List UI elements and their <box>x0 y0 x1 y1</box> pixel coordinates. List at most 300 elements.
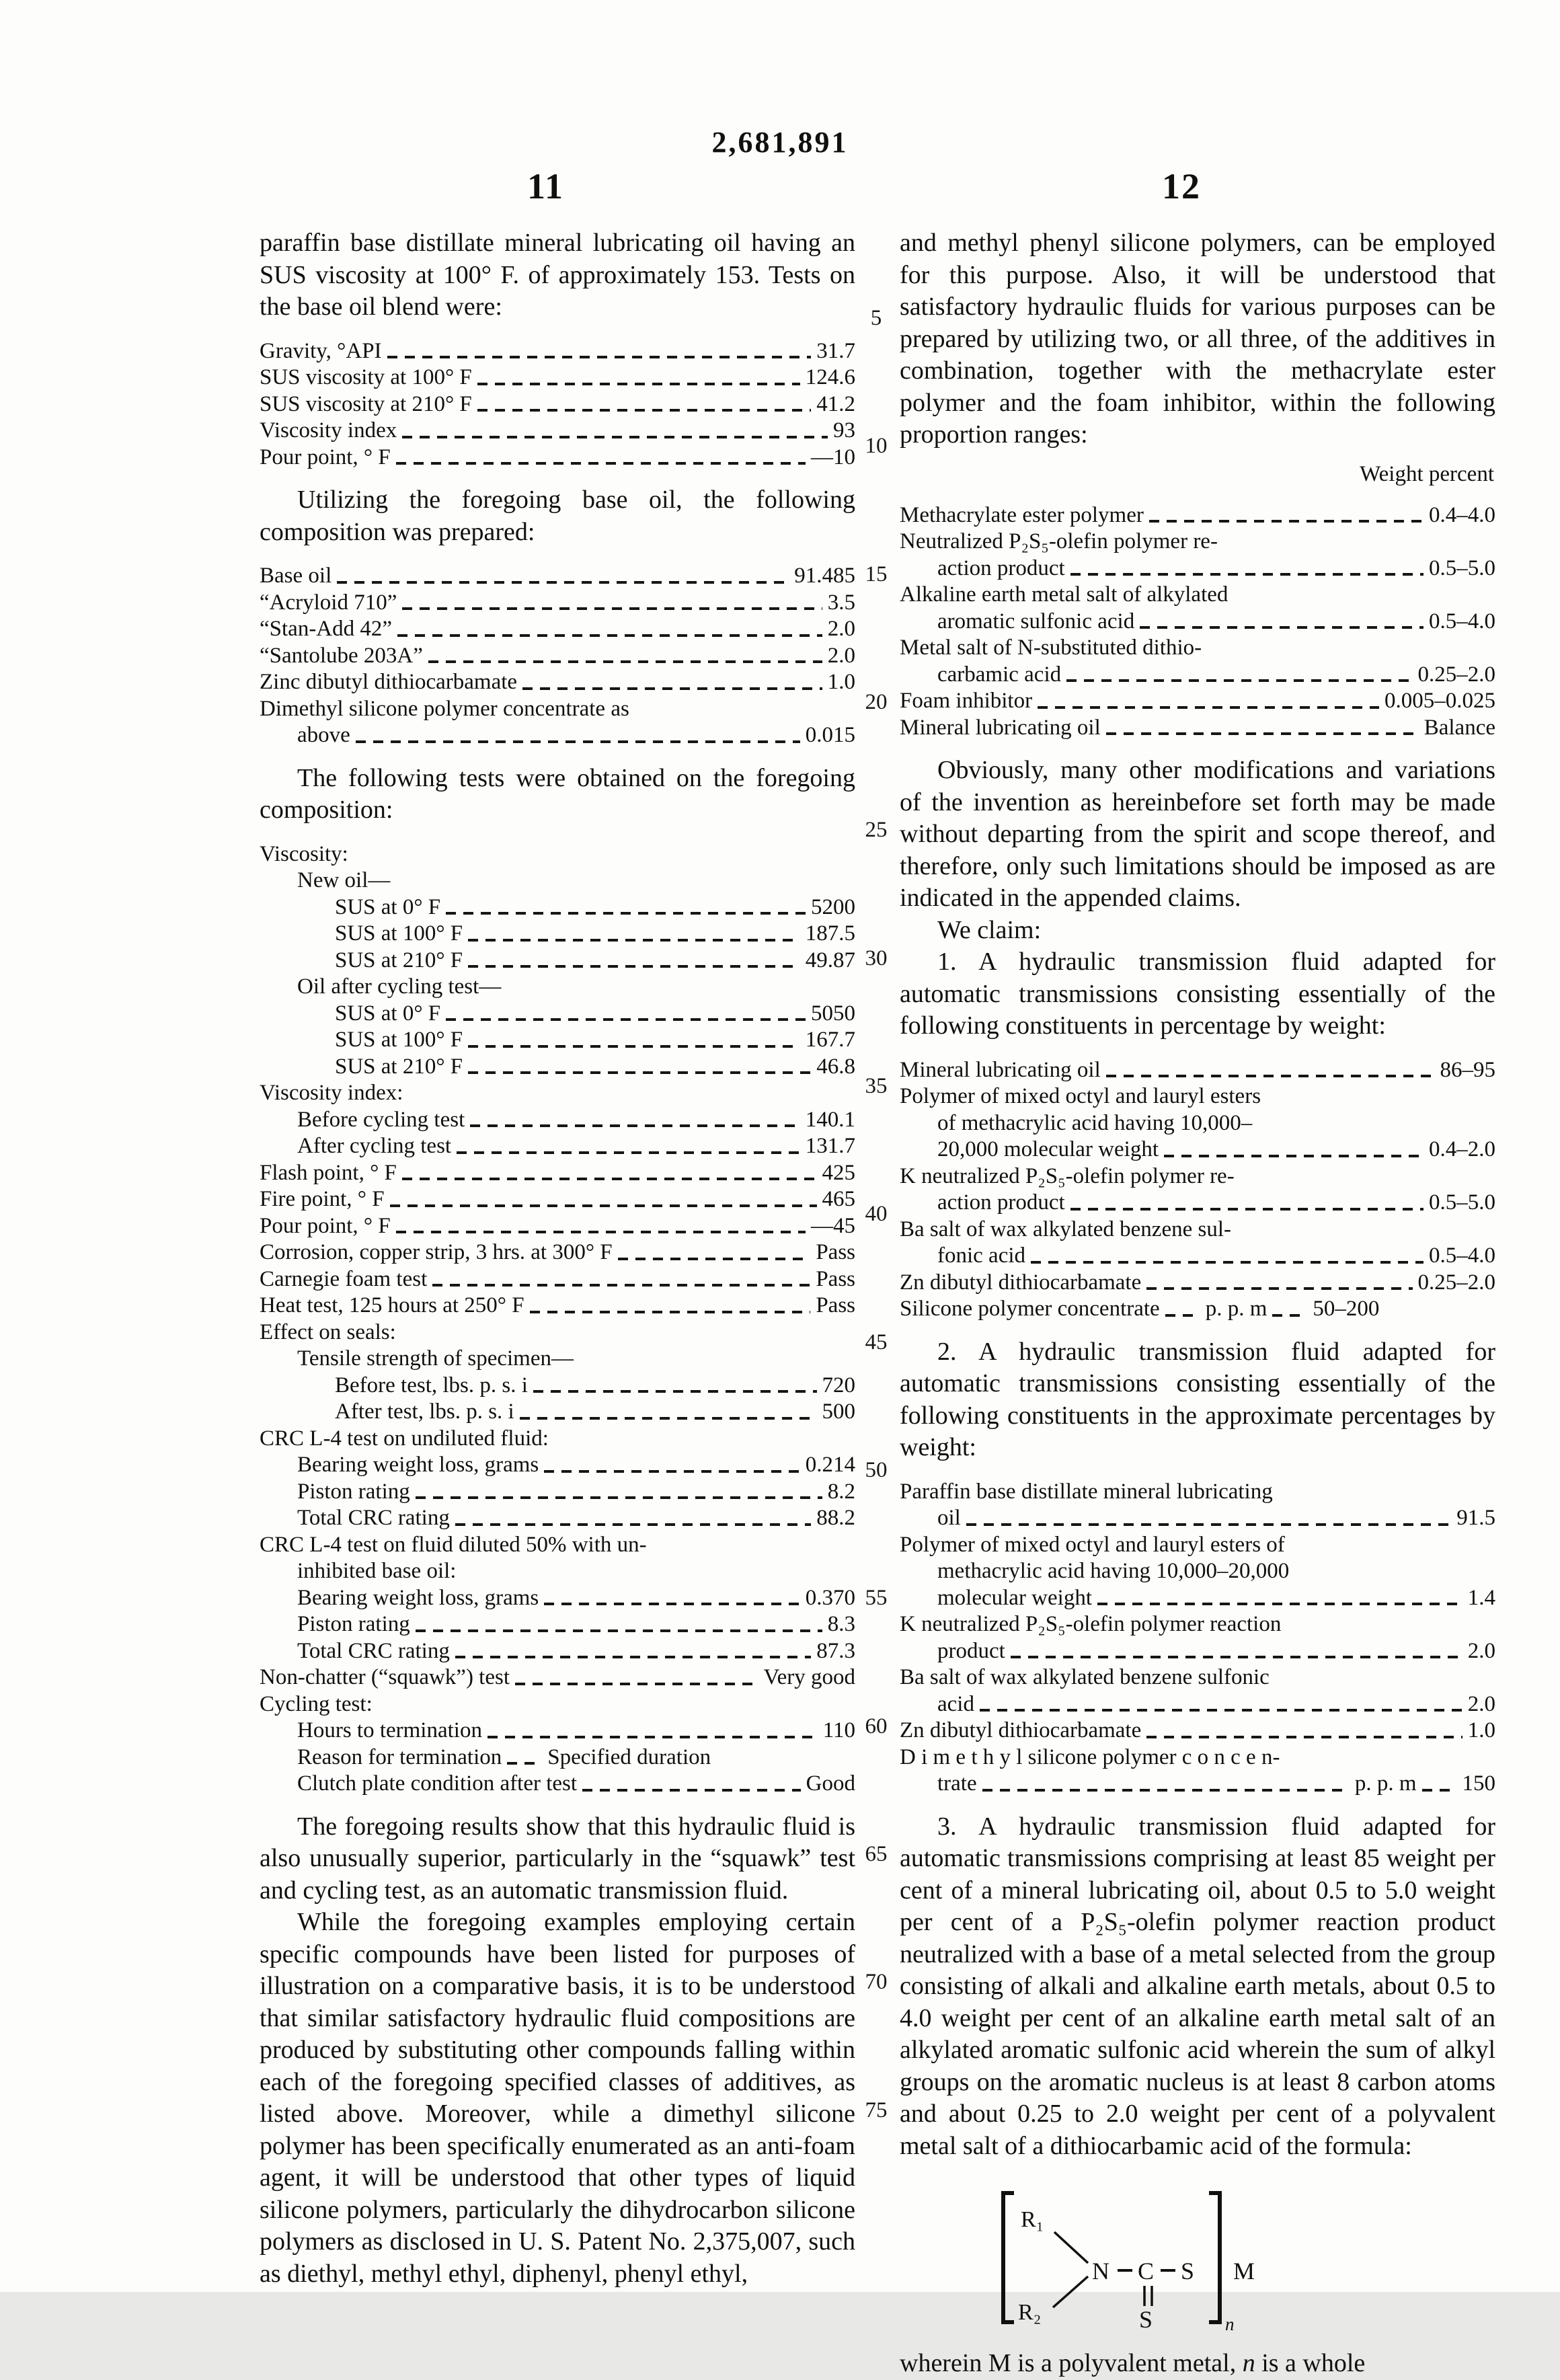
claim-3-text: 3. A hydraulic transmission fluid adapted for automatic transmissions comprising at least 85 weight per cent of a mineral lubricating oil, about 0.5 to 5.0 weight per cent of a P₂S₅-olefin polymer reaction product neutralized with a base of a metal selected from the group consisting of alkali and alkaline earth metals, about 0.5 to 4.0 weight per cent of an alkaline earth metal salt of an alkylated aromatic sulfonic acid wherein the sum of alkyl groups on the aromatic nucleus is at least 8 carbon atoms and about 0.25 to 2.0 weight per cent of a polyvalent metal salt of a dithiocarbamic acid of the formula: <box>900 1812 1495 2160</box>
row-label: Foam inhibitor <box>900 689 1033 713</box>
table-row <box>900 1585 1495 1612</box>
dash-leader <box>468 1045 800 1048</box>
table-row <box>260 590 855 617</box>
row-value: 3.5 <box>827 590 855 615</box>
table-row <box>260 1001 855 1028</box>
row-label: Piston rating <box>297 1479 410 1504</box>
row-label: Before cycling test <box>297 1107 465 1132</box>
section-heading: Tensile strength of specimen— <box>297 1346 574 1371</box>
dash-leader <box>544 1470 800 1473</box>
row-label: acid <box>937 1691 974 1716</box>
left-bracket <box>1003 2193 1014 2322</box>
paragraph: Utilizing the foregoing base oil, the following composition was prepared: <box>260 486 855 546</box>
table-row <box>260 1479 855 1506</box>
line-number: 55 <box>865 1586 888 1610</box>
table-row <box>260 1160 855 1187</box>
dash-leader <box>1106 732 1419 735</box>
composition-table <box>260 563 855 749</box>
line-number: 20 <box>865 690 888 714</box>
dash-leader <box>522 687 822 690</box>
paragraph: The foregoing results show that this hydraulic fluid is also unusually superior, particularly in the “squawk” test and cycling test, as an automatic transmission fluid. <box>260 1812 855 1905</box>
line-number: 75 <box>865 2098 888 2122</box>
table-row <box>260 894 855 921</box>
claim-1-table <box>900 1057 1495 1323</box>
row-label-wrapped: Neutralized P₂S₅-olefin polymer re- <box>900 529 1218 553</box>
line-number: 25 <box>865 818 888 842</box>
paragraph: and methyl phenyl silicone polymers, can be employed for this purpose. Also, it will be understood that satisfactory hydraulic fluids for various purposes can be prepared by utilizing two, or all three, of the additives in combination, together with the methacrylate ester polymer and the foam inhibitor, within the following proportion ranges: <box>900 229 1495 449</box>
row-label-wrapped: of methacrylic acid having 10,000– <box>937 1110 1253 1135</box>
line-number: 70 <box>865 1970 888 1994</box>
row-label: Reason for termination <box>297 1744 502 1769</box>
table-row <box>900 1771 1495 1798</box>
wherein-pre: wherein M is a polyvalent metal, <box>900 2349 1243 2377</box>
row-value: Specified duration <box>547 1744 711 1769</box>
row-label-wrapped: Paraffin base distillate mineral lubricating <box>900 1479 1273 1504</box>
claim-2-intro: 2. A hydraulic transmission fluid adapted for automatic transmissions consisting essentially of the following constituents in the approximate percentages by weight: <box>900 1337 1495 1461</box>
dash-leader <box>396 1231 806 1233</box>
row-label: fonic acid <box>937 1243 1026 1268</box>
row-value: 150 <box>1462 1771 1495 1796</box>
row-value: 88.2 <box>816 1506 855 1530</box>
table-row <box>260 1293 855 1319</box>
paragraph: paraffin base distillate mineral lubricating oil having an SUS viscosity at 100° F. of approximately 153. Tests on the base oil blend were: <box>260 229 855 321</box>
dash-leader <box>390 1204 817 1207</box>
row-label: Mineral lubricating oil <box>900 1057 1101 1082</box>
wherein-n-italic: n <box>1242 2349 1255 2377</box>
substituent-r1: R₁ <box>1021 2207 1044 2232</box>
row-value: 124.6 <box>805 365 855 389</box>
dash-leader <box>1038 706 1379 709</box>
row-value: 46.8 <box>816 1054 855 1079</box>
section-heading: Effect on seals: <box>260 1319 396 1344</box>
dash-leader <box>455 1656 811 1658</box>
nitrogen-atom: N <box>1092 2258 1109 2285</box>
dithiocarbamate-formula <box>987 2182 1495 2337</box>
table-row <box>260 1452 855 1479</box>
column-number-left: 11 <box>527 166 565 206</box>
claim-1-intro: 1. A hydraulic transmission fluid adapted for automatic transmissions consisting essentially of the following constituents in percentage by weight: <box>900 948 1495 1040</box>
row-value: 0.214 <box>805 1453 855 1477</box>
row-value: 2.0 <box>1467 1691 1495 1716</box>
row-label: SUS at 210° F <box>335 1054 463 1079</box>
row-label-wrapped: D i m e t h y l silicone polymer c o n c e n- <box>900 1744 1280 1769</box>
row-label: After cycling test <box>297 1134 452 1158</box>
row-label-wrapped: Polymer of mixed octyl and lauryl esters <box>900 1084 1261 1108</box>
table-row <box>260 1266 855 1293</box>
row-value: 2.0 <box>827 643 855 668</box>
row-value: 50–200 <box>1313 1297 1380 1321</box>
row-label-wrapped: Dimethyl silicone polymer concentrate as <box>260 696 629 721</box>
table-row <box>260 1027 855 1054</box>
row-label: “Acryloid 710” <box>260 590 397 615</box>
row-label: Carnegie foam test <box>260 1266 428 1291</box>
row-label: Pour point, ° F <box>260 1213 391 1238</box>
dash-leader <box>446 1018 806 1021</box>
row-label: 20,000 molecular weight <box>937 1137 1159 1161</box>
proportion-ranges-table <box>900 502 1495 742</box>
section-heading: CRC L-4 test on undiluted fluid: <box>260 1426 549 1451</box>
dash-leader <box>1164 1155 1424 1157</box>
row-label-wrapped: Ba salt of wax alkylated benzene sulfonic <box>900 1665 1270 1689</box>
line-number: 15 <box>865 562 888 586</box>
row-label: Hours to termination <box>297 1718 482 1742</box>
table-row <box>900 1243 1495 1270</box>
row-label: Bearing weight loss, grams <box>297 1453 539 1477</box>
row-value: —45 <box>811 1213 855 1238</box>
row-value: —10 <box>811 445 855 469</box>
row-label: Fire point, ° F <box>260 1187 385 1211</box>
dash-leader <box>1066 679 1412 682</box>
row-label: Silicone polymer concentrate <box>900 1297 1160 1321</box>
row-value: 91.5 <box>1456 1506 1495 1530</box>
table-row <box>260 921 855 948</box>
table-row <box>900 1190 1495 1217</box>
row-value: 0.4–2.0 <box>1429 1137 1495 1161</box>
table-row <box>260 643 855 670</box>
row-label: Flash point, ° F <box>260 1160 397 1185</box>
dash-leader <box>470 1124 800 1127</box>
table-row <box>260 669 855 696</box>
line-number: 30 <box>865 946 888 970</box>
row-value: 49.87 <box>805 948 855 972</box>
weight-percent-heading: Weight percent <box>1360 461 1494 486</box>
table-row <box>900 1137 1495 1163</box>
dash-leader <box>530 1311 811 1313</box>
table-row <box>900 1270 1495 1297</box>
line-number: 40 <box>865 1202 888 1226</box>
row-label: molecular weight <box>937 1585 1093 1610</box>
row-label: Zinc dibutyl dithiocarbamate <box>260 670 518 694</box>
dash-leader <box>1422 1789 1457 1792</box>
chemical-structure-drawing <box>987 2182 1337 2337</box>
row-value: 0.25–2.0 <box>1417 662 1495 687</box>
row-value: 1.0 <box>827 670 855 694</box>
table-row <box>900 502 1495 529</box>
row-value: 8.3 <box>827 1612 855 1636</box>
table-row <box>260 418 855 445</box>
row-value: 0.005–0.025 <box>1384 689 1495 713</box>
row-value: 500 <box>822 1399 855 1424</box>
table-row <box>260 1611 855 1638</box>
row-value: 465 <box>822 1187 855 1211</box>
row-label: Mineral lubricating oil <box>900 715 1101 740</box>
row-value: 5050 <box>811 1001 855 1026</box>
substituent-r2: R₂ <box>1018 2300 1042 2325</box>
dash-leader <box>582 1789 801 1792</box>
row-value: 0.5–5.0 <box>1429 555 1495 580</box>
row-value: 86–95 <box>1440 1057 1495 1082</box>
sulfur-atom-bottom: S <box>1139 2306 1153 2333</box>
row-value: 110 <box>822 1718 855 1742</box>
row-value: Pass <box>816 1293 855 1317</box>
row-value: 0.25–2.0 <box>1417 1270 1495 1295</box>
line-number: 45 <box>865 1330 888 1354</box>
dash-leader <box>356 740 800 743</box>
section-heading: Cycling test: <box>260 1691 373 1716</box>
dash-leader <box>455 1523 811 1526</box>
row-label: product <box>937 1638 1005 1663</box>
row-label: Zn dibutyl dithiocarbamate <box>900 1718 1142 1742</box>
dash-leader <box>1165 1314 1200 1317</box>
bond-r1-n <box>1054 2232 1088 2263</box>
table-row <box>260 1638 855 1665</box>
row-value: 2.0 <box>827 617 855 641</box>
table-row <box>260 1399 855 1426</box>
line-number: 10 <box>865 434 888 458</box>
row-value: 8.2 <box>827 1479 855 1504</box>
table-row <box>900 609 1495 636</box>
table-row <box>260 1373 855 1399</box>
section-heading: Viscosity index: <box>260 1081 403 1105</box>
dash-leader <box>468 939 800 942</box>
column-left <box>260 227 855 2290</box>
row-label: SUS at 100° F <box>335 1028 463 1052</box>
table-row <box>900 1691 1495 1718</box>
row-value: 140.1 <box>805 1107 855 1132</box>
row-label: aromatic sulfonic acid <box>937 609 1135 634</box>
dash-leader <box>533 1390 817 1393</box>
line-number: 50 <box>865 1458 888 1482</box>
row-value: 1.4 <box>1467 1585 1495 1610</box>
row-label: SUS at 0° F <box>335 894 441 919</box>
row-value: 1.0 <box>1467 1718 1495 1742</box>
table-row <box>260 1505 855 1532</box>
table-row <box>260 616 855 643</box>
row-label: action product <box>937 555 1065 580</box>
row-label: “Santolube 203A” <box>260 643 423 668</box>
row-value: 93 <box>833 418 855 443</box>
table-row <box>260 1213 855 1240</box>
dash-leader <box>1070 1208 1424 1211</box>
row-value: Pass <box>816 1240 855 1264</box>
row-unit: p. p. m <box>1205 1297 1268 1321</box>
table-row <box>900 1718 1495 1744</box>
row-label: Before test, lbs. p. s. i <box>335 1373 528 1397</box>
row-label: Bearing weight loss, grams <box>297 1585 539 1610</box>
row-label: Methacrylate ester polymer <box>900 502 1144 527</box>
paragraph <box>900 2348 1495 2380</box>
dash-leader <box>1146 1736 1462 1738</box>
section-heading: CRC L-4 test on fluid diluted 50% with un- <box>260 1532 647 1557</box>
table-row <box>260 1718 855 1744</box>
row-label: SUS at 0° F <box>335 1001 441 1026</box>
dash-leader <box>402 1178 817 1180</box>
subscript-n: n <box>1225 2314 1235 2334</box>
table-row <box>260 1585 855 1612</box>
dash-leader <box>432 1284 810 1287</box>
dash-leader <box>428 660 822 663</box>
row-label: trate <box>937 1771 977 1796</box>
table-row <box>260 1054 855 1081</box>
row-value: 87.3 <box>816 1638 855 1663</box>
row-value: 91.485 <box>794 564 855 588</box>
sulfur-atom-right: S <box>1181 2258 1195 2285</box>
row-unit: p. p. m <box>1354 1771 1417 1796</box>
dash-leader <box>1031 1261 1424 1264</box>
row-value: 0.370 <box>805 1585 855 1610</box>
dash-leader <box>1011 1656 1462 1658</box>
dash-leader <box>457 1151 800 1154</box>
row-label: Clutch plate condition after test <box>297 1771 578 1796</box>
paragraph: The following tests were obtained on the foregoing composition: <box>260 763 855 824</box>
row-label: oil <box>937 1506 961 1530</box>
table-row <box>260 1107 855 1134</box>
section-heading: Oil after cycling test— <box>297 974 502 999</box>
we-claim: We claim: <box>937 915 1042 944</box>
row-label: Zn dibutyl dithiocarbamate <box>900 1270 1142 1295</box>
paragraph: While the foregoing examples employing certain specific compounds have been listed for purposes of illustration on a comparative basis, it is to be understood that similar satisfactory hydraulic fluid compositions are produced by substituting other compounds falling within each of the foregoing specified classes of additives, as listed above. Moreover, while a dimethyl silicone polymer has been specifically enumerated as an anti-foam agent, it will be understood that other types of liquid silicone polymers, particularly the dihydrocarbon silicone polymers as disclosed in U. S. Patent No. 2,375,007, such as diethyl, methyl ethyl, diphenyl, phenyl ethyl, <box>260 1908 855 2288</box>
dash-leader <box>337 581 789 584</box>
right-bracket <box>1209 2193 1220 2322</box>
base-oil-tests-table <box>260 338 855 471</box>
row-label: above <box>297 723 350 747</box>
dash-leader <box>618 1258 811 1260</box>
row-value: 0.4–4.0 <box>1429 502 1495 527</box>
test-results-table <box>260 841 855 1798</box>
bond-r2-n <box>1053 2276 1088 2307</box>
row-label: Pour point, ° F <box>260 445 391 469</box>
table-row <box>260 1186 855 1213</box>
dash-leader <box>520 1417 817 1420</box>
row-value: Pass <box>816 1266 855 1291</box>
dash-leader <box>397 634 822 637</box>
wherein-post: is a whole <box>1255 2349 1366 2377</box>
row-label: Total CRC rating <box>297 1638 450 1663</box>
row-label-wrapped: K neutralized P₂S₅-olefin polymer reaction <box>900 1612 1282 1636</box>
table-row <box>900 1057 1495 1084</box>
row-label: Total CRC rating <box>297 1506 450 1530</box>
dash-leader <box>402 436 828 438</box>
row-label-wrapped: methacrylic acid having 10,000–20,000 <box>937 1559 1290 1583</box>
table-row <box>900 688 1495 715</box>
line-number: 35 <box>865 1074 888 1098</box>
row-label-wrapped: Alkaline earth metal salt of alkylated <box>900 582 1228 607</box>
table-row <box>900 555 1495 582</box>
row-label: Base oil <box>260 564 332 588</box>
dash-leader <box>1272 1314 1307 1317</box>
dash-leader <box>416 1629 822 1632</box>
section-heading: inhibited base oil: <box>297 1559 457 1583</box>
dash-leader <box>468 1071 811 1074</box>
row-value: 0.5–5.0 <box>1429 1190 1495 1215</box>
dash-leader <box>402 607 822 610</box>
table-row <box>260 364 855 391</box>
row-value: 41.2 <box>816 391 855 416</box>
row-label: SUS at 100° F <box>335 921 463 946</box>
dash-leader <box>1149 520 1424 523</box>
row-value: 425 <box>822 1160 855 1185</box>
row-value: 720 <box>822 1373 855 1397</box>
row-label: action product <box>937 1190 1065 1215</box>
table-row <box>260 1239 855 1266</box>
table-row <box>900 1505 1495 1532</box>
row-label: SUS at 210° F <box>335 948 463 972</box>
dash-leader <box>396 462 806 465</box>
carbon-atom: C <box>1138 2258 1155 2285</box>
dash-leader <box>544 1603 800 1605</box>
row-label: Piston rating <box>297 1612 410 1636</box>
dash-leader <box>966 1523 1451 1526</box>
row-value: 31.7 <box>816 338 855 363</box>
row-label: Corrosion, copper strip, 3 hrs. at 300° F <box>260 1240 613 1264</box>
row-label: SUS viscosity at 210° F <box>260 391 472 416</box>
row-value: 2.0 <box>1467 1638 1495 1663</box>
claim-2-table <box>900 1479 1495 1798</box>
paragraph: Obviously, many other modifications and variations of the invention as hereinbefore set forth may be made without departing from the spirit and scope thereof, and therefore, only such limitations should be imposed as are indicated in the appended claims. <box>900 756 1495 912</box>
line-number: 65 <box>865 1842 888 1866</box>
row-value: 0.5–4.0 <box>1429 609 1495 634</box>
table-row <box>900 1296 1495 1323</box>
row-label: Viscosity index <box>260 418 397 443</box>
dash-leader <box>488 1736 818 1738</box>
line-number: 60 <box>865 1714 888 1738</box>
dash-leader <box>1097 1603 1462 1605</box>
column-number-right: 12 <box>1162 166 1201 206</box>
row-label: carbamic acid <box>937 662 1062 687</box>
table-row <box>260 1664 855 1691</box>
table-row <box>260 1133 855 1160</box>
patent-number: 2,681,891 <box>711 126 849 159</box>
row-label-wrapped: K neutralized P₂S₅-olefin polymer re- <box>900 1163 1235 1188</box>
table-row <box>260 338 855 365</box>
section-heading: New oil— <box>297 868 391 892</box>
table-row <box>260 445 855 471</box>
line-number: 5 <box>870 306 882 330</box>
dash-leader <box>1106 1075 1435 1077</box>
table-row <box>900 662 1495 689</box>
table-row <box>260 391 855 418</box>
row-label-wrapped: Metal salt of N-substituted dithio- <box>900 636 1202 660</box>
table-row <box>260 1771 855 1798</box>
row-label: Non-chatter (“squawk”) test <box>260 1665 510 1689</box>
row-label-wrapped: Ba salt of wax alkylated benzene sul- <box>900 1217 1231 1241</box>
dash-leader <box>982 1789 1350 1792</box>
row-value: 167.7 <box>805 1028 855 1052</box>
row-value: 0.015 <box>805 723 855 747</box>
dash-leader <box>1140 626 1424 629</box>
table-row <box>900 1638 1495 1665</box>
dash-leader <box>507 1762 542 1765</box>
table-row <box>260 722 855 749</box>
dash-leader <box>980 1709 1462 1712</box>
row-value: 0.5–4.0 <box>1429 1243 1495 1268</box>
row-value: Balance <box>1424 715 1495 740</box>
dash-leader <box>1146 1287 1412 1290</box>
dash-leader <box>387 356 812 358</box>
dash-leader <box>416 1496 822 1499</box>
row-value: Very good <box>763 1665 855 1689</box>
table-row <box>900 715 1495 742</box>
row-label-wrapped: Polymer of mixed octyl and lauryl esters of <box>900 1532 1285 1557</box>
row-label: SUS viscosity at 100° F <box>260 365 472 389</box>
table-row <box>260 948 855 974</box>
dash-leader <box>477 383 800 385</box>
row-value: Good <box>806 1771 855 1796</box>
table-row <box>260 1744 855 1771</box>
row-label: Heat test, 125 hours at 250° F <box>260 1293 524 1317</box>
row-label: Gravity, °API <box>260 338 382 363</box>
column-right <box>900 227 1495 2380</box>
row-value: 187.5 <box>805 921 855 946</box>
row-value: 131.7 <box>805 1134 855 1158</box>
row-label: After test, lbs. p. s. i <box>335 1399 514 1424</box>
dash-leader <box>468 965 800 968</box>
table-row <box>260 563 855 590</box>
dash-leader <box>477 409 812 412</box>
dash-leader <box>515 1683 758 1685</box>
dash-leader <box>1070 573 1424 576</box>
row-value: 5200 <box>811 894 855 919</box>
